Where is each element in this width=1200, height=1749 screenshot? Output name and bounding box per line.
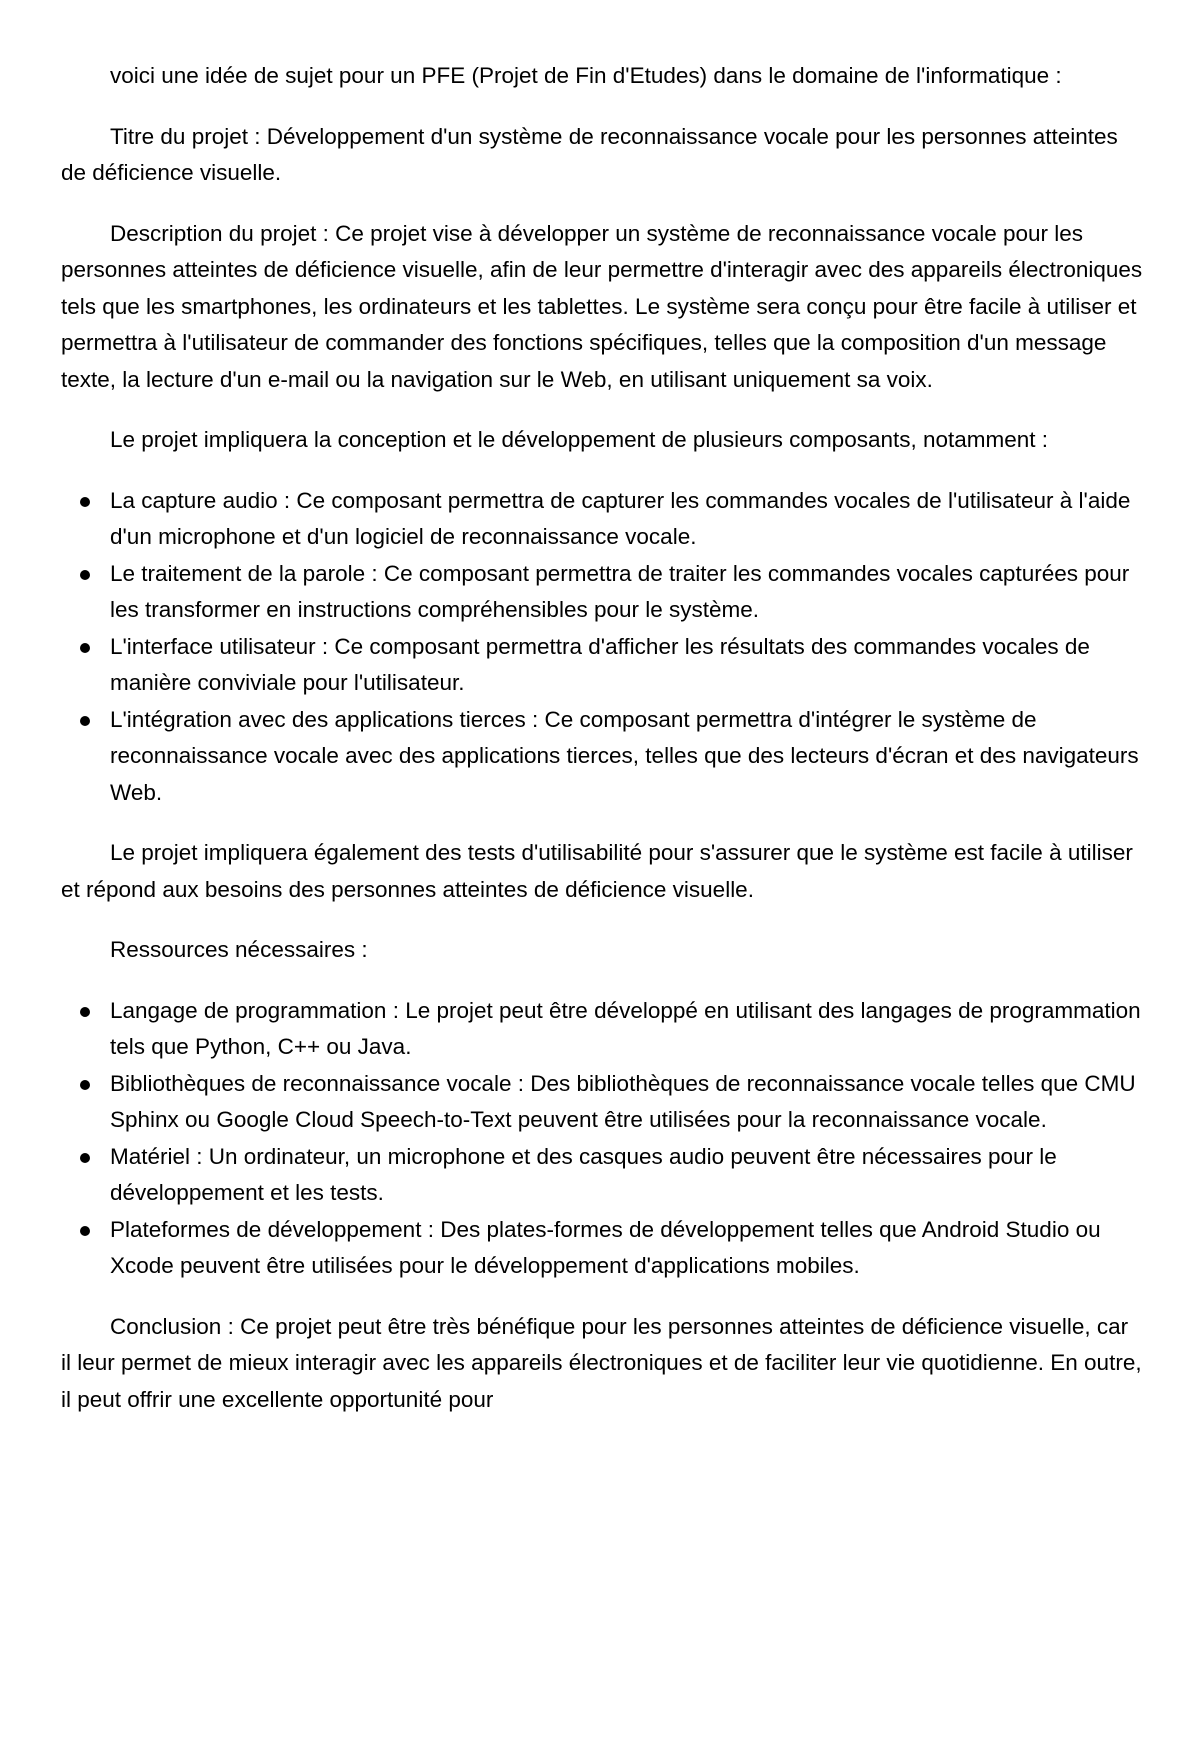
- components-list: [61, 483, 1144, 812]
- intro-paragraph: voici une idée de sujet pour un PFE (Projet de Fin d'Etudes) dans le domaine de l'informatique :: [110, 63, 1062, 88]
- project-description-paragraph: Description du projet : Ce projet vise à développer un système de reconnaissance vocale pour les personnes atteintes de déficience visuelle, afin de leur permettre d'interagir avec des appareils électroniques tels que les smartphones, les ordinateurs et les tablettes. Le système sera conçu pour être facile à utiliser et permettra à l'utilisateur de commander des fonctions spécifiques, telles que la composition d'un message texte, la lecture d'un e-mail ou la navigation sur le Web, en utilisant uniquement sa voix.: [61, 220, 1143, 392]
- list-item: [110, 483, 1144, 556]
- list-item: [110, 556, 1144, 629]
- list-item: [110, 1139, 1144, 1212]
- bullet-icon: [80, 1153, 90, 1163]
- bullet-icon: [80, 1080, 90, 1090]
- bullet-icon: [80, 570, 90, 580]
- bullet-icon: [80, 643, 90, 653]
- document-page: [61, 58, 1144, 1442]
- list-item: [110, 993, 1144, 1066]
- bullet-icon: [80, 497, 90, 507]
- project-title-paragraph: Titre du projet : Développement d'un système de reconnaissance vocale pour les personnes atteintes de déficience visuelle.: [61, 123, 1118, 185]
- conclusion-paragraph: Conclusion : Ce projet peut être très bénéfique pour les personnes atteintes de déficience visuelle, car il leur permet de mieux interagir avec les appareils électroniques et de faciliter leur vie quotidienne. En outre, il peut offrir une excellente opportunité pour: [61, 1313, 1142, 1412]
- list-item-text: Plateformes de développement : Des plates-formes de développement telles que Android Studio ou Xcode peuvent être utilisées pour le développement d'applications mobiles.: [110, 1216, 1101, 1278]
- list-item: [110, 1212, 1144, 1285]
- tests-paragraph: Le projet impliquera également des tests d'utilisabilité pour s'assurer que le système est facile à utiliser et répond aux besoins des personnes atteintes de déficience visuelle.: [61, 840, 1133, 902]
- list-item-text: La capture audio : Ce composant permettra de capturer les commandes vocales de l'utilisateur à l'aide d'un microphone et d'un logiciel de reconnaissance vocale.: [110, 487, 1131, 549]
- list-item-text: L'intégration avec des applications tierces : Ce composant permettra d'intégrer le système de reconnaissance vocale avec des applications tierces, telles que des lecteurs d'écran et des navigateurs Web.: [110, 706, 1139, 805]
- list-item: [110, 629, 1144, 702]
- bullet-icon: [80, 1226, 90, 1236]
- list-item-text: Le traitement de la parole : Ce composant permettra de traiter les commandes vocales capturées pour les transformer en instructions compréhensibles pour le système.: [110, 560, 1130, 622]
- bullet-icon: [80, 716, 90, 726]
- resources-list: [61, 993, 1144, 1285]
- list-item: [110, 702, 1144, 812]
- list-item-text: L'interface utilisateur : Ce composant permettra d'afficher les résultats des commandes vocales de manière conviviale pour l'utilisateur.: [110, 633, 1090, 695]
- resources-heading: Ressources nécessaires :: [110, 937, 368, 962]
- list-item-text: Langage de programmation : Le projet peut être développé en utilisant des langages de programmation tels que Python, C++ ou Java.: [110, 997, 1141, 1059]
- list-item-text: Matériel : Un ordinateur, un microphone et des casques audio peuvent être nécessaires pour le développement et les tests.: [110, 1143, 1057, 1205]
- bullet-icon: [80, 1007, 90, 1017]
- list-item: [110, 1066, 1144, 1139]
- components-intro-paragraph: Le projet impliquera la conception et le développement de plusieurs composants, notamment :: [110, 427, 1049, 452]
- list-item-text: Bibliothèques de reconnaissance vocale : Des bibliothèques de reconnaissance vocale telles que CMU Sphinx ou Google Cloud Speech-to-Text peuvent être utilisées pour la reconnaissance vocale.: [110, 1070, 1136, 1132]
